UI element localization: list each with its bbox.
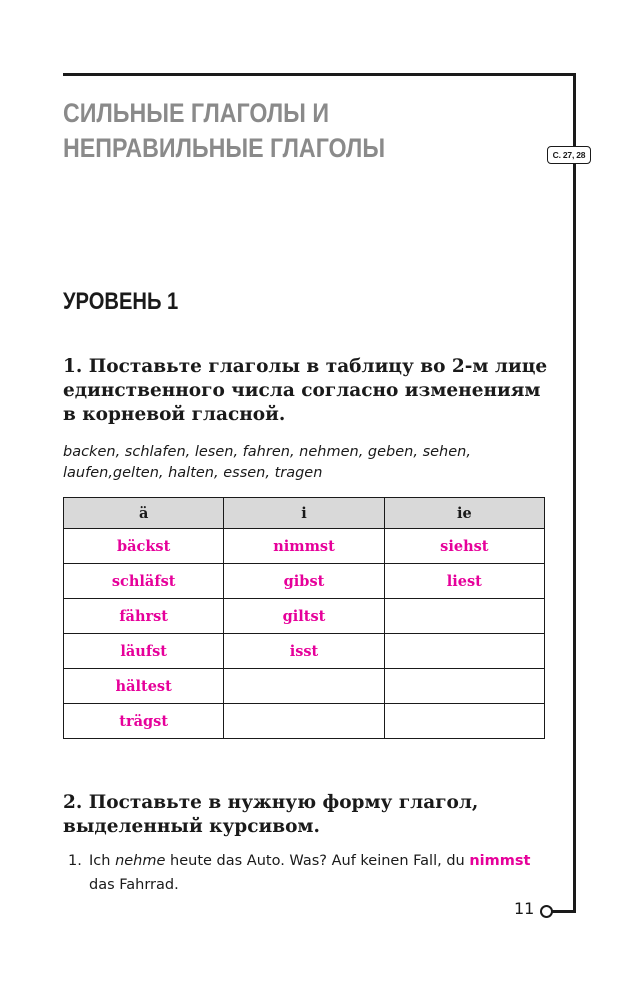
table-cell: liest xyxy=(384,564,544,599)
table-cell: giltst xyxy=(224,599,384,634)
item-sentence xyxy=(63,849,553,897)
table-cell xyxy=(224,669,384,704)
table-cell: trägst xyxy=(64,704,224,739)
column-header-i: i xyxy=(224,498,384,529)
table-cell xyxy=(384,599,544,634)
table-row xyxy=(64,529,545,564)
sentence-start: Ich xyxy=(89,853,116,869)
table-cell: hältest xyxy=(64,669,224,704)
table-cell: bäckst xyxy=(64,529,224,564)
sentence-end: das Fahrrad. xyxy=(89,877,179,893)
page-frame-bottom-line xyxy=(550,910,576,913)
table-cell: schläfst xyxy=(64,564,224,599)
page-number: 11 xyxy=(514,899,535,918)
table-row xyxy=(64,599,545,634)
page-reference-tag: С. 27, 28 xyxy=(547,146,591,164)
table-cell: fährst xyxy=(64,599,224,634)
table-cell xyxy=(384,669,544,704)
vowel-change-table xyxy=(63,497,545,739)
chapter-title: СИЛЬНЫЕ ГЛАГОЛЫ И НЕПРАВИЛЬНЫЕ ГЛАГОЛЫ xyxy=(63,98,386,163)
table-row xyxy=(64,704,545,739)
level-title: УРОВЕНЬ 1 xyxy=(63,288,179,315)
answer-word: nimmst xyxy=(469,853,531,869)
page-frame-top-line xyxy=(63,73,575,76)
column-header-ie: ie xyxy=(384,498,544,529)
table-row xyxy=(64,564,545,599)
sentence-middle: heute das Auto. Was? Auf keinen Fall, du xyxy=(165,853,470,869)
table-cell: siehst xyxy=(384,529,544,564)
item-number: 1. xyxy=(68,853,82,869)
table-cell: isst xyxy=(224,634,384,669)
table-cell xyxy=(384,704,544,739)
table-header-row xyxy=(64,498,545,529)
table-cell: gibst xyxy=(224,564,384,599)
table-cell xyxy=(384,634,544,669)
column-header-a-umlaut: ä xyxy=(64,498,224,529)
task-1-verb-list: backen, schlafen, lesen, fahren, nehmen, geben, sehen, laufen,gelten, halten, essen, tragen xyxy=(63,444,471,481)
table-row xyxy=(64,669,545,704)
page-frame-right-line xyxy=(573,73,576,911)
task-2-item-1 xyxy=(63,849,553,897)
table-cell: nimmst xyxy=(224,529,384,564)
table-cell: läufst xyxy=(64,634,224,669)
table-cell xyxy=(224,704,384,739)
italic-verb: nehme xyxy=(115,853,166,869)
table-row xyxy=(64,634,545,669)
task-1-title: 1. Поставьте глаголы в таблицу во 2-м лице единственного числа согласно изменениям в корневой гласной. xyxy=(63,356,548,425)
frame-end-circle xyxy=(540,905,553,918)
task-2-title: 2. Поставьте в нужную форму глагол, выделенный курсивом. xyxy=(63,792,479,837)
